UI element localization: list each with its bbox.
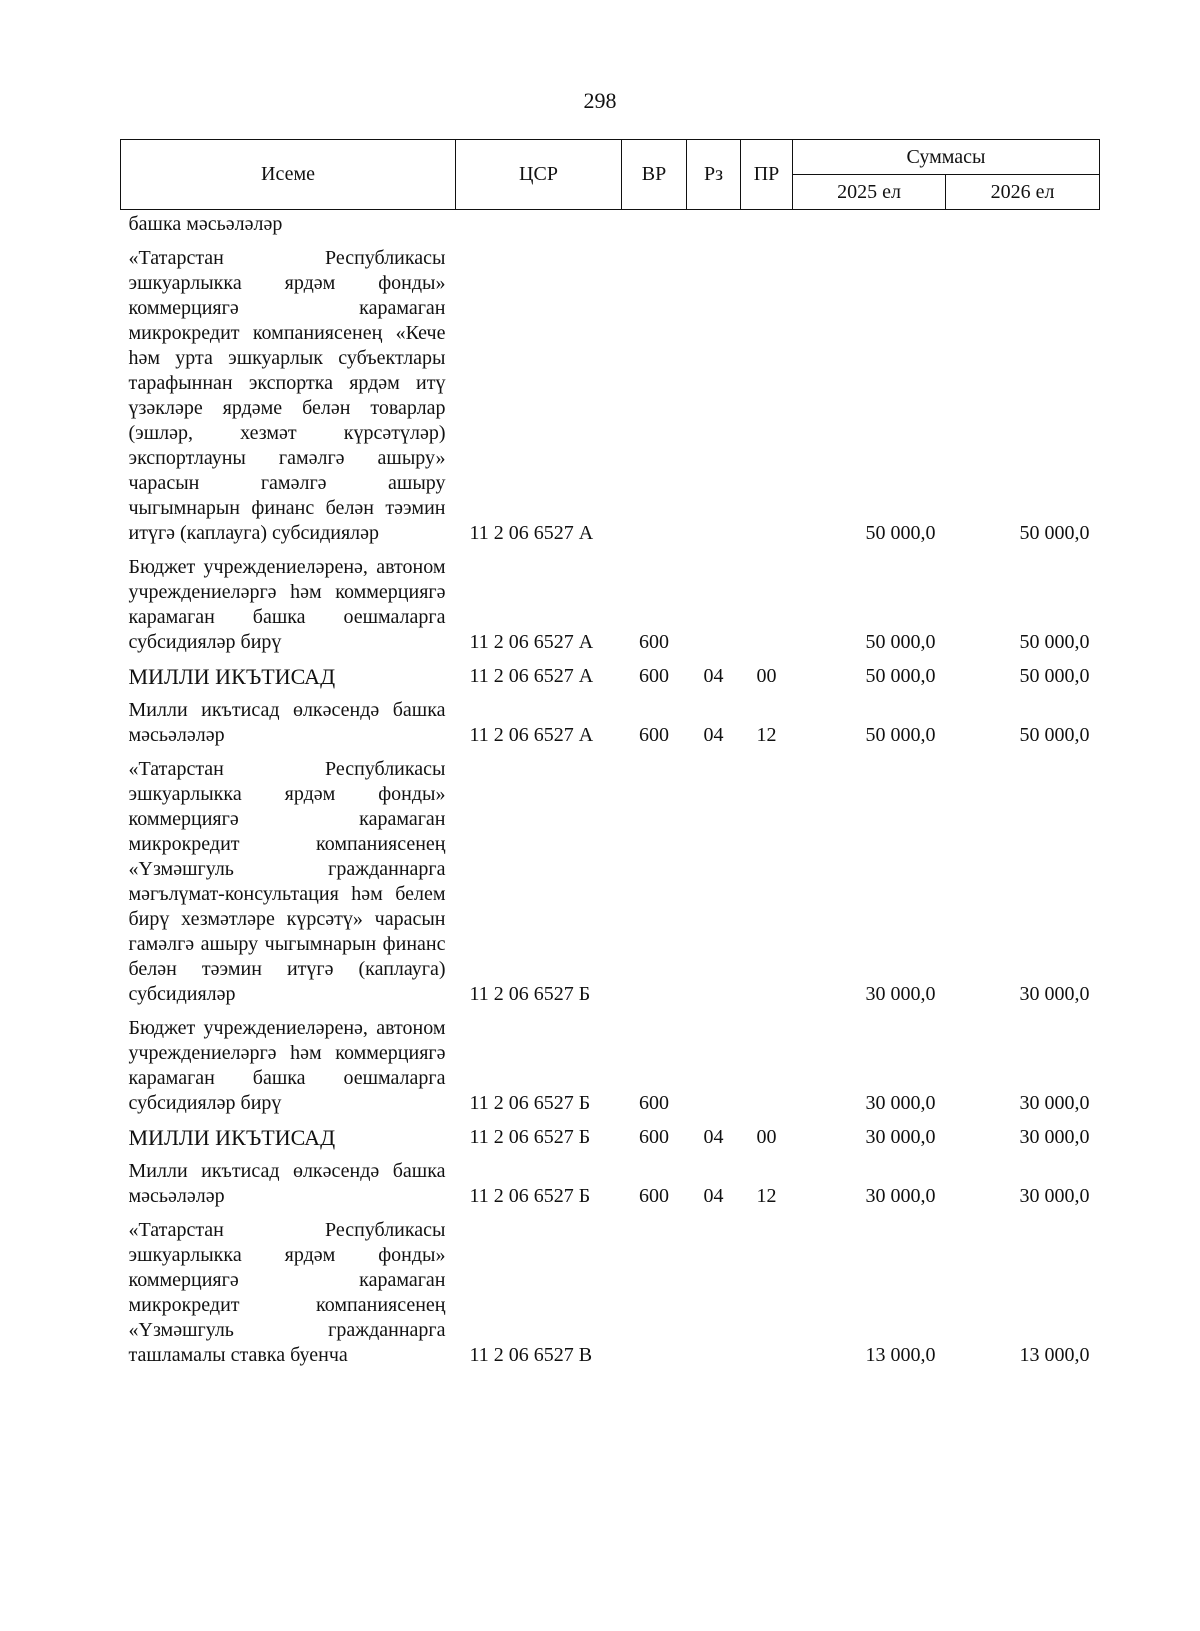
row-name: «Татарстан Республикасы эшкуарлыкка ярдәм фонды» коммерциягә карамаган микрокредит компаниясенең «Кече һәм урта эшкуарлык субъектлары тарафыннан экспортка ярдәм итү үзәкләре ярдәме белән товарлар (эшләр, хезмәт күрсәтүләр) экспортлауны гамәлгә ашыру» чарасын гамәлгә ашыру чыгымнарын финанс белән тәэмин итүгә (каплауга) субсидияләр — [128, 247, 446, 544]
row-rz — [687, 1007, 741, 1116]
header-year-2026: 2026 ел — [946, 175, 1100, 210]
row-vr: 600 — [639, 631, 669, 653]
header-pr: ПР — [741, 140, 793, 210]
table-row — [121, 1150, 1100, 1209]
row-amount-2026: 50 000,0 — [1019, 724, 1090, 746]
row-vr — [622, 1209, 687, 1368]
row-vr — [622, 237, 687, 546]
row-amount-2025: 30 000,0 — [865, 1185, 936, 1207]
table-row — [121, 1007, 1100, 1116]
row-vr — [622, 210, 687, 238]
table-row — [121, 689, 1100, 748]
row-amount-2025: 30 000,0 — [865, 983, 936, 1005]
row-vr: 600 — [639, 1092, 669, 1114]
row-rz: 04 — [703, 724, 724, 746]
row-rz: 04 — [703, 1185, 724, 1207]
row-amount-2025: 50 000,0 — [865, 665, 936, 687]
row-vr: 600 — [639, 1126, 669, 1148]
row-name: Бюджет учреждениеләренә, автоном учреждениеләргә һәм коммерциягә карамаган башка оешмаларга субсидияләр бирү — [128, 1017, 446, 1114]
row-amount-2026: 30 000,0 — [1019, 1126, 1090, 1148]
row-csr: 11 2 06 6527 А — [469, 631, 594, 653]
row-csr: 11 2 06 6527 Б — [469, 1126, 591, 1148]
table-row — [121, 655, 1100, 689]
header-vr: ВР — [622, 140, 687, 210]
header-name: Исеме — [121, 140, 456, 210]
row-amount-2026: 30 000,0 — [1019, 1092, 1090, 1114]
row-csr — [456, 210, 622, 238]
row-pr: 00 — [756, 1126, 777, 1148]
table-row — [121, 748, 1100, 1007]
row-csr: 11 2 06 6527 Б — [469, 1092, 591, 1114]
row-pr — [741, 1007, 793, 1116]
row-amount-2025: 30 000,0 — [865, 1092, 936, 1114]
row-rz: 04 — [703, 665, 724, 687]
row-amount-2026: 50 000,0 — [1019, 631, 1090, 653]
table-row — [121, 1209, 1100, 1368]
row-csr: 11 2 06 6527 Б — [469, 983, 591, 1005]
row-name: Бюджет учреждениеләренә, автоном учреждениеләргә һәм коммерциягә карамаган башка оешмаларга субсидияләр бирү — [128, 556, 446, 653]
row-pr: 00 — [756, 665, 777, 687]
table-row — [121, 237, 1100, 546]
row-amount-2025: 13 000,0 — [865, 1344, 936, 1366]
row-name: Милли икътисад өлкәсендә башка мәсьәләләр — [128, 1160, 446, 1207]
header-sum: Суммасы — [793, 140, 1100, 175]
header-csr: ЦСР — [456, 140, 622, 210]
row-csr: 11 2 06 6527 А — [469, 724, 594, 746]
row-vr: 600 — [639, 665, 669, 687]
header-rz: Рз — [687, 140, 741, 210]
row-csr: 11 2 06 6527 В — [469, 1344, 593, 1366]
row-amount-2026: 30 000,0 — [1019, 983, 1090, 1005]
row-amount-2025: 50 000,0 — [865, 724, 936, 746]
table-row — [121, 1116, 1100, 1150]
row-pr — [741, 210, 793, 238]
row-rz — [687, 237, 741, 546]
row-rz — [687, 748, 741, 1007]
table-body — [121, 210, 1100, 1369]
row-vr: 600 — [639, 1185, 669, 1207]
row-amount-2025 — [793, 210, 946, 238]
row-csr: 11 2 06 6527 А — [469, 522, 594, 544]
table-row — [121, 546, 1100, 655]
row-csr: 11 2 06 6527 Б — [469, 1185, 591, 1207]
row-name: МИЛЛИ ИКЪТИСАД — [128, 664, 336, 689]
row-rz — [687, 210, 741, 238]
row-pr: 12 — [756, 724, 777, 746]
row-pr — [741, 237, 793, 546]
row-amount-2026: 50 000,0 — [1019, 522, 1090, 544]
row-name: «Татарстан Республикасы эшкуарлыкка ярдәм фонды» коммерциягә карамаган микрокредит компаниясенең «Үзмәшгуль гражданнарга ташламалы ставка буенча — [128, 1219, 446, 1366]
row-amount-2026 — [946, 210, 1100, 238]
row-name: башка мәсьәләләр — [128, 213, 283, 235]
row-amount-2025: 50 000,0 — [865, 631, 936, 653]
row-amount-2025: 50 000,0 — [865, 522, 936, 544]
row-pr — [741, 546, 793, 655]
row-pr: 12 — [756, 1185, 777, 1207]
table-row — [121, 210, 1100, 238]
row-rz: 04 — [703, 1126, 724, 1148]
page-number: 298 — [583, 88, 617, 113]
row-rz — [687, 546, 741, 655]
row-name: «Татарстан Республикасы эшкуарлыкка ярдәм фонды» коммерциягә карамаган микрокредит компаниясенең «Үзмәшгуль гражданнарга мәгълүмат-консультация һәм белем бирү хезмәтләре күрсәтү» чарасын гамәлгә ашыру чыгымнарын финанс белән тәэмин итүгә (каплауга) субсидияләр — [128, 758, 446, 1005]
row-amount-2026: 50 000,0 — [1019, 665, 1090, 687]
row-name: Милли икътисад өлкәсендә башка мәсьәләләр — [128, 699, 446, 746]
row-vr: 600 — [639, 724, 669, 746]
row-pr — [741, 748, 793, 1007]
header-year-2025: 2025 ел — [793, 175, 946, 210]
row-csr: 11 2 06 6527 А — [469, 665, 594, 687]
row-pr — [741, 1209, 793, 1368]
row-vr — [622, 748, 687, 1007]
row-amount-2026: 13 000,0 — [1019, 1344, 1090, 1366]
row-amount-2026: 30 000,0 — [1019, 1185, 1090, 1207]
budget-table — [120, 139, 1100, 1368]
table-header — [121, 140, 1100, 210]
row-name: МИЛЛИ ИКЪТИСАД — [128, 1125, 336, 1150]
row-amount-2025: 30 000,0 — [865, 1126, 936, 1148]
row-rz — [687, 1209, 741, 1368]
